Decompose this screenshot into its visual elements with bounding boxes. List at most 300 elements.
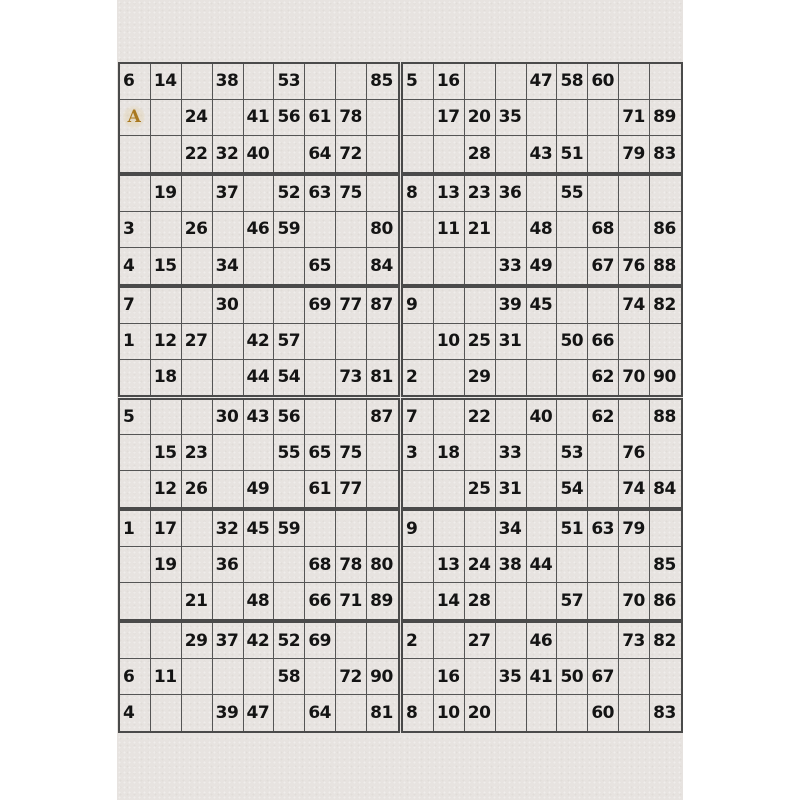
number-cell[interactable]: 85 (367, 64, 398, 100)
number-cell[interactable]: 54 (557, 471, 588, 507)
empty-cell (619, 547, 650, 583)
empty-cell (434, 511, 465, 547)
empty-cell (403, 100, 434, 136)
number-cell[interactable]: 67 (588, 659, 619, 695)
number-cell[interactable]: 68 (588, 212, 619, 248)
number-cell[interactable]: 34 (496, 511, 527, 547)
number-cell[interactable]: 48 (527, 212, 558, 248)
empty-cell (465, 659, 496, 695)
empty-cell (336, 212, 367, 248)
number-cell[interactable]: 79 (619, 511, 650, 547)
number-cell[interactable]: 63 (588, 511, 619, 547)
number-cell[interactable]: 18 (151, 360, 182, 396)
number-cell[interactable]: 39 (213, 695, 244, 731)
empty-cell (434, 248, 465, 284)
number-cell[interactable]: 36 (213, 547, 244, 583)
number-cell[interactable]: 24 (182, 100, 213, 136)
number-cell[interactable]: 20 (465, 100, 496, 136)
number-cell[interactable]: 82 (650, 288, 681, 324)
number-cell[interactable]: 9 (403, 511, 434, 547)
empty-cell (619, 400, 650, 436)
number-cell[interactable]: 2 (403, 623, 434, 659)
number-cell[interactable]: 55 (274, 435, 305, 471)
ticket-strip-2 (118, 174, 683, 286)
number-cell[interactable]: 13 (434, 176, 465, 212)
number-cell[interactable]: 8 (403, 176, 434, 212)
empty-cell (465, 511, 496, 547)
number-cell[interactable]: 7 (403, 400, 434, 436)
number-cell[interactable]: 83 (653, 702, 676, 723)
number-cell[interactable]: 46 (244, 212, 275, 248)
number-cell[interactable]: 19 (151, 547, 182, 583)
bingo-card-5-left (118, 509, 400, 621)
number-cell[interactable]: 76 (619, 248, 650, 284)
empty-cell (336, 324, 367, 360)
empty-cell (465, 64, 496, 100)
number-cell[interactable]: 23 (465, 176, 496, 212)
empty-cell (650, 659, 681, 695)
empty-cell (496, 583, 527, 619)
number-cell[interactable]: 90 (653, 367, 676, 388)
empty-cell (182, 248, 213, 284)
empty-cell (213, 360, 244, 396)
empty-cell (465, 248, 496, 284)
number-cell[interactable]: 86 (650, 212, 681, 248)
empty-cell (120, 435, 151, 471)
number-cell[interactable]: 17 (434, 100, 465, 136)
number-cell[interactable]: 74 (619, 288, 650, 324)
empty-cell (434, 471, 465, 507)
empty-cell (367, 324, 398, 360)
empty-cell (434, 288, 465, 324)
number-cell[interactable]: 81 (370, 367, 393, 388)
number-cell[interactable]: 38 (496, 547, 527, 583)
empty-cell (527, 471, 558, 507)
empty-cell (120, 176, 151, 212)
number-cell[interactable]: 47 (244, 695, 275, 731)
number-cell[interactable]: 14 (434, 583, 465, 619)
number-cell[interactable]: 21 (182, 583, 213, 619)
bingo-card-1-right (401, 62, 683, 174)
number-cell[interactable]: 55 (557, 176, 588, 212)
number-cell[interactable]: 21 (465, 212, 496, 248)
number-cell[interactable]: 79 (619, 136, 650, 172)
bingo-card-1-left (118, 62, 400, 174)
empty-cell (434, 136, 465, 172)
empty-cell (557, 100, 588, 136)
empty-cell (182, 176, 213, 212)
empty-cell (557, 248, 588, 284)
empty-cell (151, 400, 182, 436)
number-cell[interactable]: 4 (120, 695, 151, 731)
empty-cell (403, 136, 434, 172)
bingo-card-4-right (401, 398, 683, 510)
number-cell[interactable]: 72 (336, 136, 367, 172)
number-cell[interactable]: 62 (588, 360, 619, 396)
number-cell[interactable]: 44 (244, 360, 275, 396)
number-cell[interactable]: 64 (305, 136, 336, 172)
empty-cell (403, 659, 434, 695)
empty-cell (336, 623, 367, 659)
number-cell[interactable]: 87 (367, 400, 398, 436)
number-cell[interactable]: 10 (434, 695, 465, 731)
empty-cell (588, 623, 619, 659)
number-cell[interactable]: 48 (244, 583, 275, 619)
number-cell[interactable]: 3 (403, 435, 434, 471)
empty-cell (557, 547, 588, 583)
number-cell[interactable]: 5 (403, 64, 434, 100)
empty-cell (182, 64, 213, 100)
number-cell[interactable]: 80 (367, 212, 398, 248)
number-cell[interactable]: 89 (370, 591, 393, 612)
number-cell[interactable]: 3 (120, 212, 151, 248)
empty-cell (403, 324, 434, 360)
empty-cell (120, 547, 151, 583)
empty-cell (244, 547, 275, 583)
number-cell[interactable]: 49 (244, 471, 275, 507)
number-cell[interactable]: 16 (434, 659, 465, 695)
number-cell[interactable]: 73 (336, 360, 367, 396)
number-cell[interactable]: 65 (305, 435, 336, 471)
number-cell[interactable]: 69 (305, 288, 336, 324)
empty-cell (305, 212, 336, 248)
empty-cell (244, 64, 275, 100)
number-cell[interactable]: 63 (305, 176, 336, 212)
empty-cell (151, 212, 182, 248)
number-cell[interactable]: 8 (403, 695, 434, 731)
empty-cell (274, 471, 305, 507)
number-cell[interactable]: 28 (465, 583, 496, 619)
empty-cell (244, 659, 275, 695)
number-cell[interactable]: 14 (151, 64, 182, 100)
number-cell[interactable]: 23 (182, 435, 213, 471)
empty-cell (182, 547, 213, 583)
number-cell[interactable]: 32 (213, 136, 244, 172)
empty-cell (367, 100, 398, 136)
number-cell[interactable]: 59 (274, 511, 305, 547)
number-cell[interactable]: 13 (434, 547, 465, 583)
number-cell[interactable]: 51 (557, 136, 588, 172)
number-cell[interactable]: 64 (305, 695, 336, 731)
empty-cell (120, 136, 151, 172)
number-cell[interactable]: 84 (370, 255, 393, 276)
number-cell[interactable]: 30 (213, 400, 244, 436)
empty-cell (274, 248, 305, 284)
empty-cell (182, 695, 213, 731)
number-cell[interactable]: 37 (213, 623, 244, 659)
empty-cell (213, 324, 244, 360)
empty-cell (120, 360, 151, 396)
number-cell[interactable]: 6 (120, 64, 151, 100)
empty-cell (650, 176, 681, 212)
number-cell[interactable]: 60 (588, 695, 619, 731)
number-cell[interactable]: 42 (244, 623, 275, 659)
number-cell[interactable]: 82 (650, 623, 681, 659)
number-cell[interactable]: 5 (120, 400, 151, 436)
number-cell[interactable]: 12 (151, 471, 182, 507)
empty-cell (336, 400, 367, 436)
empty-cell (120, 583, 151, 619)
number-cell[interactable]: 60 (588, 64, 619, 100)
brand-logo-icon: A (123, 105, 145, 129)
empty-cell (465, 288, 496, 324)
number-cell[interactable]: 11 (151, 659, 182, 695)
number-cell[interactable]: 58 (557, 64, 588, 100)
number-cell[interactable]: 15 (151, 248, 182, 284)
empty-cell (305, 360, 336, 396)
empty-cell (213, 100, 244, 136)
number-cell[interactable]: 73 (619, 623, 650, 659)
number-cell[interactable]: 2 (403, 360, 434, 396)
empty-cell (182, 659, 213, 695)
number-cell[interactable]: 46 (527, 623, 558, 659)
empty-cell (305, 64, 336, 100)
number-cell[interactable]: 71 (619, 100, 650, 136)
empty-cell (588, 547, 619, 583)
empty-cell (367, 176, 398, 212)
empty-cell (527, 511, 558, 547)
number-cell[interactable]: 40 (244, 136, 275, 172)
number-cell[interactable]: 32 (213, 511, 244, 547)
number-cell[interactable]: 75 (336, 435, 367, 471)
number-cell[interactable]: 78 (336, 100, 367, 136)
number-cell[interactable]: 61 (305, 471, 336, 507)
number-cell[interactable]: 84 (653, 479, 676, 500)
empty-cell (527, 324, 558, 360)
number-cell[interactable]: 70 (619, 583, 650, 619)
number-cell[interactable]: 10 (434, 324, 465, 360)
empty-cell (496, 136, 527, 172)
number-cell[interactable]: 49 (527, 248, 558, 284)
empty-cell (527, 695, 558, 731)
bingo-card-3-right (401, 286, 683, 398)
number-cell[interactable]: 30 (213, 288, 244, 324)
bingo-card-6-left (118, 621, 400, 733)
number-cell[interactable]: 11 (434, 212, 465, 248)
number-cell[interactable]: 52 (274, 623, 305, 659)
number-cell[interactable]: 80 (367, 547, 398, 583)
empty-cell (274, 136, 305, 172)
number-cell[interactable]: 56 (274, 100, 305, 136)
number-cell[interactable]: 20 (465, 695, 496, 731)
number-cell[interactable]: 12 (151, 324, 182, 360)
empty-cell (496, 212, 527, 248)
empty-cell (650, 435, 681, 471)
number-cell[interactable]: 85 (650, 547, 681, 583)
number-cell[interactable]: 70 (619, 360, 650, 396)
number-cell[interactable]: 53 (557, 435, 588, 471)
number-cell[interactable]: 37 (213, 176, 244, 212)
number-cell[interactable]: 6 (120, 659, 151, 695)
empty-cell (244, 435, 275, 471)
number-cell[interactable]: 52 (274, 176, 305, 212)
number-cell[interactable]: 77 (336, 471, 367, 507)
empty-cell (305, 324, 336, 360)
number-cell[interactable]: 22 (465, 400, 496, 436)
number-cell[interactable]: 31 (496, 471, 527, 507)
number-cell[interactable]: 86 (653, 591, 676, 612)
number-cell[interactable]: 59 (274, 212, 305, 248)
ticket-strip-1 (118, 62, 683, 174)
empty-cell (434, 400, 465, 436)
empty-cell (619, 176, 650, 212)
empty-cell (527, 360, 558, 396)
number-cell[interactable]: 17 (151, 511, 182, 547)
number-cell[interactable]: 26 (182, 212, 213, 248)
empty-cell (650, 64, 681, 100)
number-cell[interactable]: 33 (496, 248, 527, 284)
number-cell[interactable]: 41 (244, 100, 275, 136)
number-cell[interactable]: 26 (182, 471, 213, 507)
empty-cell (151, 100, 182, 136)
empty-cell (434, 623, 465, 659)
bingo-sheet (118, 62, 683, 733)
empty-cell (367, 471, 398, 507)
number-cell[interactable]: 39 (496, 288, 527, 324)
number-cell[interactable]: 34 (213, 248, 244, 284)
empty-cell (403, 547, 434, 583)
number-cell[interactable]: 42 (244, 324, 275, 360)
number-cell[interactable]: 89 (650, 100, 681, 136)
empty-cell (244, 176, 275, 212)
empty-cell (403, 471, 434, 507)
number-cell[interactable]: 15 (151, 435, 182, 471)
number-cell[interactable]: 56 (274, 400, 305, 436)
number-cell[interactable]: 19 (151, 176, 182, 212)
empty-cell (496, 695, 527, 731)
number-cell[interactable]: 45 (527, 288, 558, 324)
number-cell[interactable]: 66 (588, 324, 619, 360)
number-cell[interactable]: 51 (557, 511, 588, 547)
number-cell[interactable]: 16 (434, 64, 465, 100)
number-cell[interactable]: 88 (650, 400, 681, 436)
bingo-card-6-right (401, 621, 683, 733)
empty-cell (588, 176, 619, 212)
number-cell[interactable]: 50 (557, 324, 588, 360)
number-cell[interactable]: 44 (527, 547, 558, 583)
number-cell[interactable]: 9 (403, 288, 434, 324)
number-cell[interactable]: 28 (465, 136, 496, 172)
number-cell[interactable]: 65 (305, 248, 336, 284)
number-cell[interactable]: 90 (367, 659, 398, 695)
empty-cell (182, 511, 213, 547)
empty-cell (367, 511, 398, 547)
number-cell[interactable]: 29 (182, 623, 213, 659)
number-cell[interactable]: 83 (653, 143, 676, 164)
empty-cell (305, 659, 336, 695)
empty-cell (120, 471, 151, 507)
number-cell[interactable]: 1 (120, 324, 151, 360)
empty-cell (305, 400, 336, 436)
number-cell[interactable]: 67 (588, 248, 619, 284)
number-cell[interactable]: 33 (496, 435, 527, 471)
empty-cell (527, 435, 558, 471)
empty-cell (213, 471, 244, 507)
number-cell[interactable]: 27 (182, 324, 213, 360)
number-cell[interactable]: 53 (274, 64, 305, 100)
ticket-strip-5 (118, 509, 683, 621)
empty-cell (403, 248, 434, 284)
number-cell[interactable]: 75 (336, 176, 367, 212)
number-cell[interactable]: 54 (274, 360, 305, 396)
empty-cell (151, 623, 182, 659)
number-cell[interactable]: 7 (120, 288, 151, 324)
number-cell[interactable]: 61 (305, 100, 336, 136)
number-cell[interactable]: 47 (527, 64, 558, 100)
number-cell[interactable]: 81 (370, 702, 393, 723)
number-cell[interactable]: 71 (336, 583, 367, 619)
number-cell[interactable]: 58 (274, 659, 305, 695)
number-cell[interactable]: 31 (496, 324, 527, 360)
empty-cell (619, 659, 650, 695)
number-cell[interactable]: 22 (182, 136, 213, 172)
number-cell[interactable]: 40 (527, 400, 558, 436)
number-cell[interactable]: 35 (496, 659, 527, 695)
empty-cell (151, 583, 182, 619)
number-cell[interactable]: 76 (619, 435, 650, 471)
number-cell[interactable]: 41 (527, 659, 558, 695)
number-cell[interactable]: 57 (274, 324, 305, 360)
number-cell[interactable]: 36 (496, 176, 527, 212)
number-cell[interactable]: 45 (244, 511, 275, 547)
empty-cell (120, 623, 151, 659)
number-cell[interactable]: 25 (465, 471, 496, 507)
empty-cell (336, 248, 367, 284)
number-cell[interactable]: 72 (336, 659, 367, 695)
number-cell[interactable]: 43 (527, 136, 558, 172)
empty-cell (557, 288, 588, 324)
empty-cell (496, 400, 527, 436)
empty-cell (557, 695, 588, 731)
number-cell[interactable]: 74 (619, 471, 650, 507)
number-cell[interactable]: 78 (336, 547, 367, 583)
number-cell[interactable]: 87 (367, 288, 398, 324)
number-cell[interactable]: 1 (120, 511, 151, 547)
number-cell[interactable]: 43 (244, 400, 275, 436)
empty-cell (496, 623, 527, 659)
number-cell[interactable]: 88 (653, 255, 676, 276)
empty-cell (182, 360, 213, 396)
empty-cell (588, 100, 619, 136)
empty-cell (182, 400, 213, 436)
empty-cell (465, 435, 496, 471)
empty-cell (151, 136, 182, 172)
number-cell[interactable]: 62 (588, 400, 619, 436)
number-cell[interactable]: 38 (213, 64, 244, 100)
logo-cell (120, 100, 151, 136)
number-cell[interactable]: 25 (465, 324, 496, 360)
empty-cell (496, 64, 527, 100)
empty-cell (213, 435, 244, 471)
number-cell[interactable]: 66 (305, 583, 336, 619)
number-cell[interactable]: 29 (465, 360, 496, 396)
number-cell[interactable]: 18 (434, 435, 465, 471)
number-cell[interactable]: 69 (305, 623, 336, 659)
number-cell[interactable]: 68 (305, 547, 336, 583)
bingo-card-3-left (118, 286, 400, 398)
empty-cell (527, 100, 558, 136)
number-cell[interactable]: 50 (557, 659, 588, 695)
empty-cell (336, 511, 367, 547)
number-cell[interactable]: 77 (336, 288, 367, 324)
number-cell[interactable]: 4 (120, 248, 151, 284)
number-cell[interactable]: 57 (557, 583, 588, 619)
number-cell[interactable]: 27 (465, 623, 496, 659)
empty-cell (213, 659, 244, 695)
number-cell[interactable]: 24 (465, 547, 496, 583)
number-cell[interactable]: 35 (496, 100, 527, 136)
empty-cell (557, 623, 588, 659)
